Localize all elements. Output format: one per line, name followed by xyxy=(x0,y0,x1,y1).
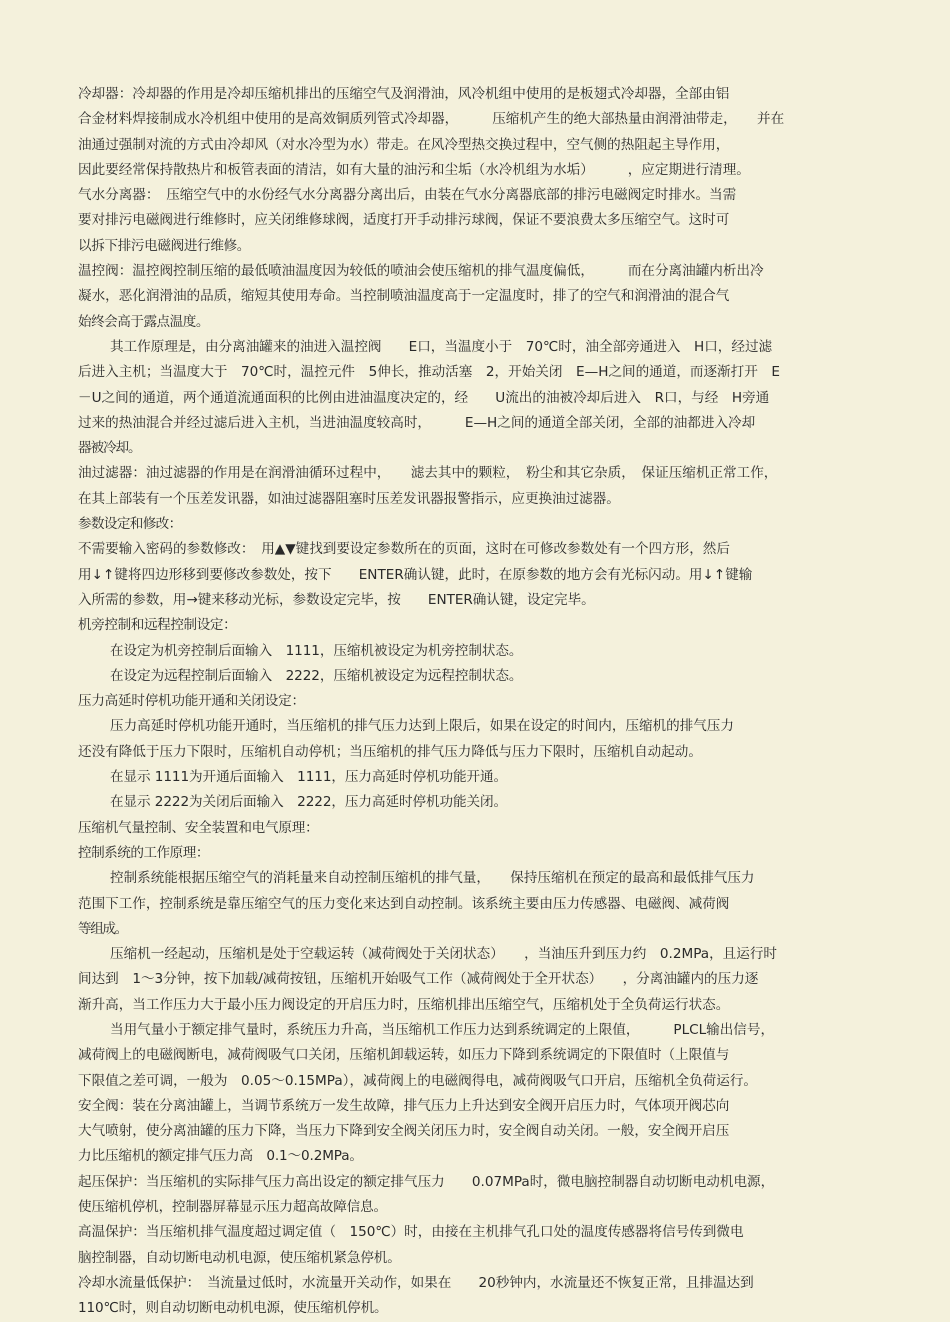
text-line: 脑控制器，自动切断电动机电源，使压缩机紧急停机。 xyxy=(78,1249,401,1266)
text-line: 渐升高，当工作压力大于最小压力阀设定的开启压力时，压缩机排出压缩空气，压缩机处于全负荷运行状态。 xyxy=(78,996,730,1013)
text-line: 110℃时，则自动切断电动机电源，使压缩机停机。 xyxy=(78,1300,388,1317)
text-line: 气水分离器： 压缩空气中的水份经气水分离器分离出后，由装在气水分离器底部的排污电磁阀定时排水。当需 xyxy=(78,187,737,204)
text-line: 在显示 2222为关闭后面输入 2222，压力高延时停机功能关闭。 xyxy=(110,794,508,811)
text-line: 减荷阀上的电磁阀断电，减荷阀吸气口关闭，压缩机卸载运转，如压力下降到系统调定的下限值时（上限值与 xyxy=(78,1047,730,1064)
text-line: 参数设定和修改： xyxy=(78,516,182,533)
text-line: 间达到 1～3分钟，按下加载/减荷按钮，压缩机开始吸气工作（减荷阀处于全开状态） ，分离油罐内的压力逐 xyxy=(78,971,759,988)
text-line: 高温保护：当压缩机排气温度超过调定值（ 150℃）时，由接在主机排气孔口处的温度传感器将信号传到微电 xyxy=(78,1224,744,1241)
text-line: 在其上部装有一个压差发讯器，如油过滤器阻塞时压差发讯器报警指示，应更换油过滤器。 xyxy=(78,490,620,507)
text-line: 器被冷却。 xyxy=(78,440,141,457)
text-line: 入所需的参数，用→键来移动光标，参数设定完毕，按 ENTER确认键，设定完毕。 xyxy=(78,591,595,608)
text-line: 还没有降低于压力下限时，压缩机自动停机；当压缩机的排气压力降低与压力下限时，压缩机自动起动。 xyxy=(78,743,702,760)
text-line: 在设定为机旁控制后面输入 1111，压缩机被设定为机旁控制状态。 xyxy=(110,642,523,659)
text-line: 要对排污电磁阀进行维修时，应关闭维修球阀，适度打开手动排污球阀，保证不要浪费太多压缩空气。这时可 xyxy=(78,212,730,229)
text-line: 当用气量小于额定排气量时，系统压力升高，当压缩机工作压力达到系统调定的上限值， PLCL输出信号， xyxy=(110,1021,775,1038)
text-line: 过来的热油混合并经过滤后进入主机，当进油温度较高时， E—H之间的通道全部关闭，全部的油都进入冷却 xyxy=(78,414,756,431)
text-line: 压力高延时停机功能开通时，当压缩机的排气压力达到上限后，如果在设定的时间内，压缩机的排气压力 xyxy=(110,718,734,735)
text-line: 以拆下排污电磁阀进行维修。 xyxy=(78,237,251,254)
text-line: 冷却器：冷却器的作用是冷却压缩机排出的压缩空气及润滑油，风冷机组中使用的是板翅式冷却器，全部由铝 xyxy=(78,86,730,102)
text-line: 因此要经常保持散热片和板管表面的清洁，如有大量的油污和尘垢（水冷机组为水垢） ，应定期进行清理。 xyxy=(78,161,750,178)
text-line: 压缩机气量控制、安全装置和电气原理： xyxy=(78,819,319,836)
text-line: 用↓↑键将四边形移到要修改参数处，按下 ENTER确认键，此时，在原参数的地方会有光标闪动。用↓↑键输 xyxy=(78,566,753,583)
text-line: 凝水，恶化润滑油的品质，缩短其使用寿命。当控制喷油温度高于一定温度时，排了的空气和润滑油的混合气 xyxy=(78,288,730,305)
text-line: 下限值之差可调，一般为 0.05～0.15MPa），减荷阀上的电磁阀得电，减荷阀吸气口开启，压缩机全负荷运行。 xyxy=(78,1072,758,1089)
text-line: 使压缩机停机，控制器屏幕显示压力超高故障信息。 xyxy=(78,1199,387,1216)
text-line: 合金材料焊接制成水冷机组中使用的是高效铜质列管式冷却器， 压缩机产生的绝大部热量由润滑油带走， 并在 xyxy=(78,111,785,128)
text-line: 其工作原理是，由分离油罐来的油进入温控阀 E口，当温度小于 70℃时，油全部旁通进入 H口，经过滤 xyxy=(110,338,773,355)
text-line: 机旁控制和远程控制设定： xyxy=(78,617,237,634)
text-line: 等组成。 xyxy=(78,920,127,937)
text-line: 在显示 1111为开通后面输入 1111，压力高延时停机功能开通。 xyxy=(110,769,508,786)
text-line: －U之间的通道，两个通道流通面积的比例由进油温度决定的，经 U流出的油被冷却后进入 R口，与经 H旁通 xyxy=(78,389,770,406)
text-line: 起压保护：当压缩机的实际排气压力高出设定的额定排气压力 0.07MPa时，微电脑控制器自动切断电动机电源， xyxy=(78,1173,775,1190)
text-line: 压缩机一经起动，压缩机是处于空载运转（减荷阀处于关闭状态） ，当油压升到压力约 0.2MPa，且运行时 xyxy=(110,946,777,963)
text-line: 油过滤器：油过滤器的作用是在润滑油循环过程中， 滤去其中的颗粒， 粉尘和其它杂质， 保证压缩机正常工作， xyxy=(78,465,778,482)
text-line: 温控阀：温控阀控制压缩的最低喷油温度因为较低的喷油会使压缩机的排气温度偏低， 而在分离油罐内析出冷 xyxy=(78,263,764,280)
text-line: 后进入主机；当温度大于 70℃时，温控元件 5伸长，推动活塞 2，开始关闭 E—H之间的通道，而逐渐打开 E xyxy=(78,364,780,381)
text-line: 力比压缩机的额定排气压力高 0.1～0.2MPa。 xyxy=(78,1148,363,1165)
text-line: 冷却水流量低保护： 当流量过低时，水流量开关动作，如果在 20秒钟内，水流量还不恢复正常，且排温达到 xyxy=(78,1274,754,1291)
text-line: 压力高延时停机功能开通和关闭设定： xyxy=(78,693,305,710)
text-line: 范围下工作，控制系统是靠压缩空气的压力变化来达到自动控制。该系统主要由压力传感器、电磁阀、减荷阀 xyxy=(78,895,730,912)
document-body xyxy=(78,82,878,1322)
text-line: 控制系统的工作原理： xyxy=(78,844,209,861)
text-line: 安全阀：装在分离油罐上，当调节系统万一发生故障，排气压力上升达到安全阀开启压力时，气体项开阀芯向 xyxy=(78,1097,730,1114)
text-line: 不需要输入密码的参数修改： 用▲▼键找到要设定参数所在的页面，这时在可修改参数处有一个四方形，然后 xyxy=(78,541,730,558)
text-line: 油通过强制对流的方式由冷却风（对水冷型为水）带走。在风冷型热交换过程中，空气侧的热阻起主导作用， xyxy=(78,136,730,153)
text-line: 始终会高于露点温度。 xyxy=(78,313,209,330)
text-line: 控制系统能根据压缩空气的消耗量来自动控制压缩机的排气量， 保持压缩机在预定的最高和最低排气压力 xyxy=(110,870,755,887)
text-line: 大气喷射，使分离油罐的压力下降，当压力下降到安全阀关闭压力时，安全阀自动关闭。一般，安全阀开启压 xyxy=(78,1123,730,1140)
text-line: 在设定为远程控制后面输入 2222，压缩机被设定为远程控制状态。 xyxy=(110,667,523,684)
